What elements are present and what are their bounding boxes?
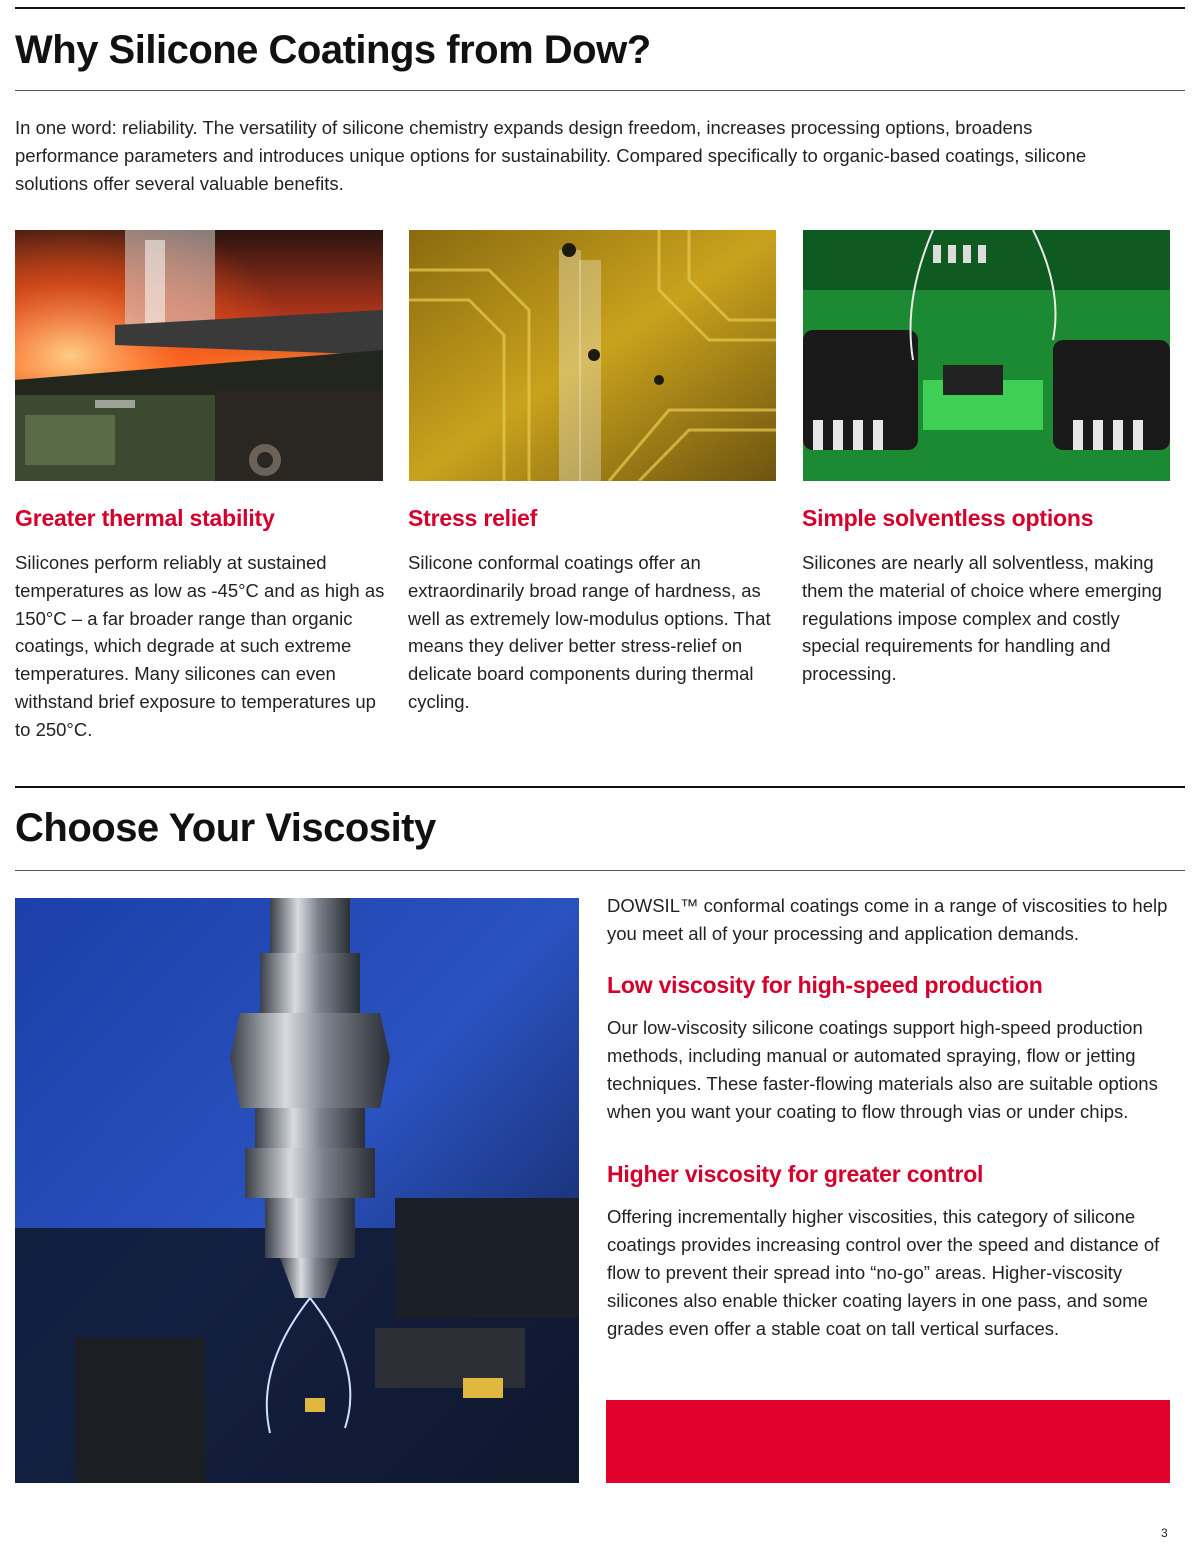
benefit-heading: Greater thermal stability bbox=[15, 505, 275, 531]
section2-top-rule bbox=[15, 786, 1185, 788]
benefit-body: Silicone conformal coatings offer an extraordinarily broad range of hardness, as well as extremely low-modulus options. That means they deliver better stress-relief on delicate board components during thermal cycling. bbox=[408, 552, 771, 712]
viscosity-text bbox=[607, 892, 1177, 1343]
viscosity-lead: DOWSIL™ conformal coatings come in a range of viscosities to help you meet all of your processing and application demands. bbox=[607, 895, 1168, 944]
benefit-heading: Simple solventless options bbox=[802, 505, 1094, 531]
section-title-viscosity: Choose Your Viscosity bbox=[15, 806, 436, 850]
benefit-stress bbox=[408, 503, 778, 716]
thermal-photo bbox=[15, 230, 383, 481]
page-number: 3 bbox=[1161, 1526, 1168, 1540]
benefit-thermal bbox=[15, 503, 385, 744]
benefit-body: Silicones are nearly all solventless, making them the material of choice where emerging regulations impose complex and costly special requirements for handling and processing. bbox=[802, 552, 1162, 685]
red-accent-bar bbox=[606, 1400, 1170, 1483]
gold-circuit-photo bbox=[409, 230, 776, 481]
benefit-heading: Stress relief bbox=[408, 505, 538, 531]
low-viscosity-body: Our low-viscosity silicone coatings support high-speed production methods, including manual or automated spraying, flow or jetting techniques. These faster-flowing materials also are suitable options when you want your coating to flow through vias or under chips. bbox=[607, 1017, 1158, 1122]
high-viscosity-body: Offering incrementally higher viscosities, this category of silicone coatings provides increasing control over the speed and distance of flow to prevent their spread into “no-go” areas. Higher-viscosity silicones also enable thicker coating layers in one pass, and some grades even offer a stable coat on tall vertical surfaces. bbox=[607, 1206, 1160, 1339]
intro-paragraph: In one word: reliability. The versatility of silicone chemistry expands design freedom, increases processing options, broadens performance parameters and introduces unique options for sustainability. Compared specifically to organic-based coatings, silicone solutions offer several valuable benefits. bbox=[15, 117, 1087, 194]
dispensing-nozzle-photo bbox=[15, 898, 579, 1483]
high-viscosity-heading: Higher viscosity for greater control bbox=[607, 1161, 984, 1187]
section-title-why-silicone: Why Silicone Coatings from Dow? bbox=[15, 28, 651, 72]
benefit-body: Silicones perform reliably at sustained temperatures as low as -45°C and as high as 150°C – a far broader range than organic coatings, which degrade at such extreme temperatures. Many silicones can even withstand brief exposure to temperatures up to 250°C. bbox=[15, 552, 385, 740]
low-viscosity-heading: Low viscosity for high-speed production bbox=[607, 972, 1043, 998]
green-circuit-photo bbox=[803, 230, 1170, 481]
benefit-solventless bbox=[802, 503, 1174, 688]
section2-title-underline bbox=[15, 870, 1185, 871]
top-rule bbox=[15, 7, 1185, 9]
title-underline bbox=[15, 90, 1185, 91]
